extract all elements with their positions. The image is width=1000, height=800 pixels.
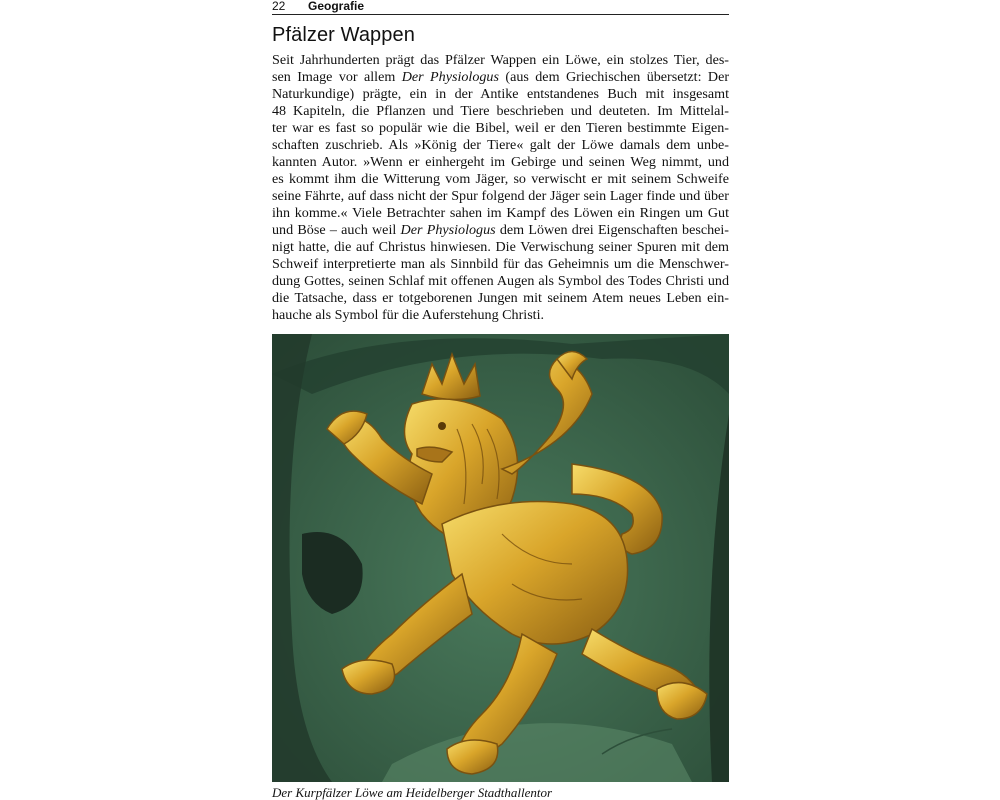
lion-emblem-image	[272, 334, 729, 782]
running-header	[272, 0, 729, 15]
lion-photo	[272, 334, 729, 782]
body-text-segment: die Tatsache, dass er totgeborenen Jungen mit seinem Atem neues Leben ein-	[272, 290, 729, 306]
page-number: 22	[272, 0, 286, 13]
body-line	[272, 154, 729, 171]
body-line	[272, 307, 729, 324]
figure-caption: Der Kurpfälzer Löwe am Heidelberger Stadthallentor	[272, 785, 553, 800]
body-line	[272, 137, 729, 154]
body-line	[272, 290, 729, 307]
body-text-segment: kannten Autor. »Wenn er einhergeht im Gebirge und seinen Weg nimmt, und	[272, 154, 729, 170]
body-text-segment: Naturkundige) prägte, ein in der Antike entstandenes Buch mit insgesamt	[272, 86, 729, 102]
body-line	[272, 120, 729, 137]
page	[272, 0, 729, 324]
article-body	[272, 52, 729, 324]
body-text-segment: Schweif interpretierte man als Sinnbild für das Geheimnis um die Menschwer-	[272, 256, 729, 272]
body-line	[272, 52, 729, 69]
body-line	[272, 86, 729, 103]
body-line	[272, 222, 729, 239]
body-text-segment: (aus dem Griechischen übersetzt: Der	[498, 69, 730, 85]
article-title: Pfälzer Wappen	[272, 24, 415, 46]
body-text-segment: dung Gottes, seinen Schlaf mit offenen Augen als Symbol des Todes Christi und	[272, 273, 729, 289]
body-text-segment: es kommt ihm die Witterung vom Jäger, so verwischt er mit seinem Schweife	[272, 171, 729, 187]
body-line	[272, 188, 729, 205]
body-text-segment: schaften zuschrieb. Als »König der Tiere« galt der Löwe damals dem unbe-	[272, 137, 729, 153]
body-line	[272, 239, 729, 256]
book-title: Der Physiologus	[400, 222, 496, 238]
body-text-segment: hauche als Symbol für die Auferstehung Christi.	[272, 307, 545, 323]
body-line	[272, 103, 729, 120]
body-line	[272, 205, 729, 222]
body-text-segment: und Böse – auch weil	[272, 222, 401, 238]
body-text-segment: dem Löwen drei Eigenschaften beschei-	[495, 222, 729, 238]
body-line	[272, 273, 729, 290]
body-line	[272, 171, 729, 188]
body-line	[272, 69, 729, 86]
body-text-segment: seine Fährte, auf dass nicht der Spur folgend der Jäger sein Lager finde und über	[272, 188, 729, 204]
body-text-segment: sen Image vor allem	[272, 69, 402, 85]
body-line	[272, 256, 729, 273]
body-text-segment: Seit Jahrhunderten prägt das Pfälzer Wappen ein Löwe, ein stolzes Tier, des-	[272, 52, 729, 68]
section-title: Geografie	[308, 0, 365, 13]
body-text-segment: 48 Kapiteln, die Pflanzen und Tiere beschrieben und deuteten. Im Mittelal-	[272, 103, 729, 119]
body-text-segment: nigt hatte, die auf Christus hinwiesen. Die Verwischung seiner Spuren mit dem	[272, 239, 729, 255]
body-text-segment: ter war es fast so populär wie die Bibel, weil er den Tieren bestimmte Eigen-	[272, 120, 729, 136]
book-title: Der Physiologus	[401, 69, 499, 85]
body-text-segment: ihn komme.« Viele Betrachter sahen im Kampf des Löwen ein Ringen um Gut	[272, 205, 729, 221]
